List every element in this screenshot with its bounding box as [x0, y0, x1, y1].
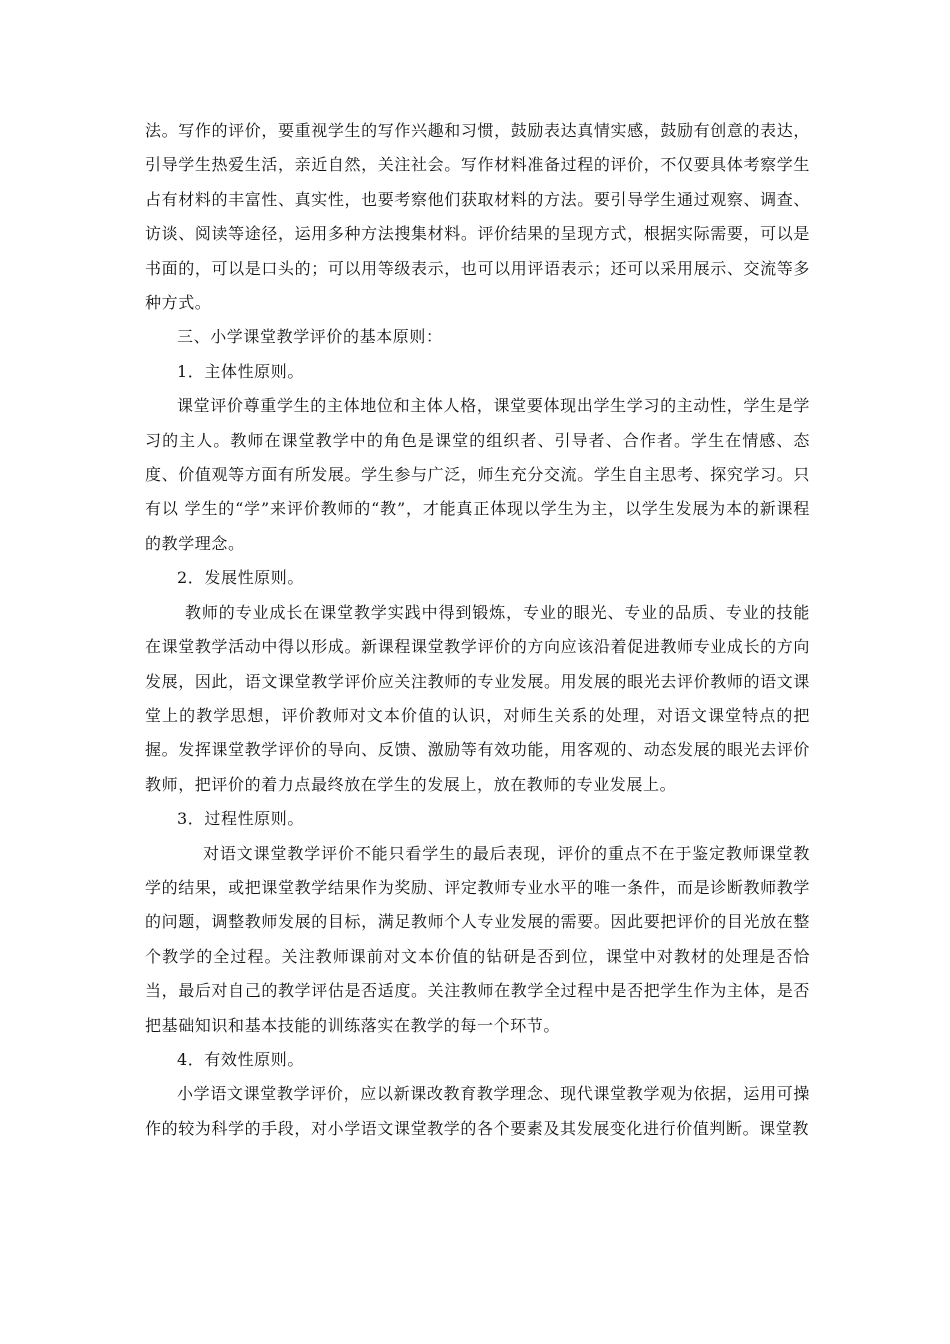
- paragraph-process: 对语文课堂教学评价不能只看学生的最后表现，评价的重点不在于鉴定教师课堂教学的结果，或把课堂教学结果作为奖励、评定教师专业水平的唯一条件，而是诊断教师教学的问题，调整教师发展的目标，满足教师个人专业发展的需要。因此要把评价的目光放在整个教学的全过程。关注教师课前对文本价值的钻研是否到位，课堂中对教材的处理是否恰当，最后对自己的教学评估是否适度。关注教师在教学全过程中是否把学生作为主体，是否把基础知识和基本技能的训练落实在教学的每一个环节。: [145, 843, 810, 1035]
- subheading-subjectivity: 1．主体性原则。: [177, 361, 304, 381]
- paragraph-subjectivity: 课堂评价尊重学生的主体地位和主体人格，课堂要体现出学生学习的主动性，学生是学习的主人。教师在课堂教学中的角色是课堂的组织者、引导者、合作者。学生在情感、态度、价值观等方面有所发展。学生参与广泛，师生充分交流。学生自主思考、探究学习。只有以 学生的“学”来评价教师的“教”，才能真正体现以学生为主，以学生发展为本的新课程的教学理念。: [145, 396, 810, 553]
- section-heading-principles: 三、小学课堂教学评价的基本原则：: [177, 327, 443, 347]
- paragraph-effectiveness: 小学语文课堂教学评价，应以新课改教育教学理念、现代课堂教学观为依据，运用可操作的较为科学的手段，对小学语文课堂教学的各个要素及其发展变化进行价值判断。课堂教: [145, 1084, 810, 1138]
- subheading-effectiveness: 4．有效性原则。: [177, 1049, 304, 1069]
- subheading-process: 3．过程性原则。: [177, 809, 304, 829]
- paragraph-development: 教师的专业成长在课堂教学实践中得到锻炼，专业的眼光、专业的品质、专业的技能在课堂教学活动中得以形成。新课程课堂教学评价的方向应该沿着促进教师专业成长的方向发展，因此，语文课堂教学评价应关注教师的专业发展。用发展的眼光去评价教师的语文课堂上的教学思想，评价教师对文本价值的认识，对师生关系的处理，对语文课堂特点的把握。发挥课堂教学评价的导向、反馈、激励等有效功能，用客观的、动态发展的眼光去评价教师，把评价的着力点最终放在学生的发展上，放在教师的专业发展上。: [145, 602, 810, 794]
- paragraph-writing-evaluation: 法。写作的评价，要重视学生的写作兴趣和习惯，鼓励表达真情实感，鼓励有创意的表达，引导学生热爱生活，亲近自然，关注社会。写作材料准备过程的评价，不仅要具体考察学生占有材料的丰富性、真实性，也要考察他们获取材料的方法。要引导学生通过观察、调查、访谈、阅读等途径，运用多种方法搜集材料。评价结果的呈现方式，根据实际需要，可以是书面的，可以是口头的；可以用等级表示，也可以用评语表示；还可以采用展示、交流等多种方式。: [145, 121, 810, 313]
- subheading-development: 2．发展性原则。: [177, 568, 304, 588]
- document-page: [145, 114, 810, 1146]
